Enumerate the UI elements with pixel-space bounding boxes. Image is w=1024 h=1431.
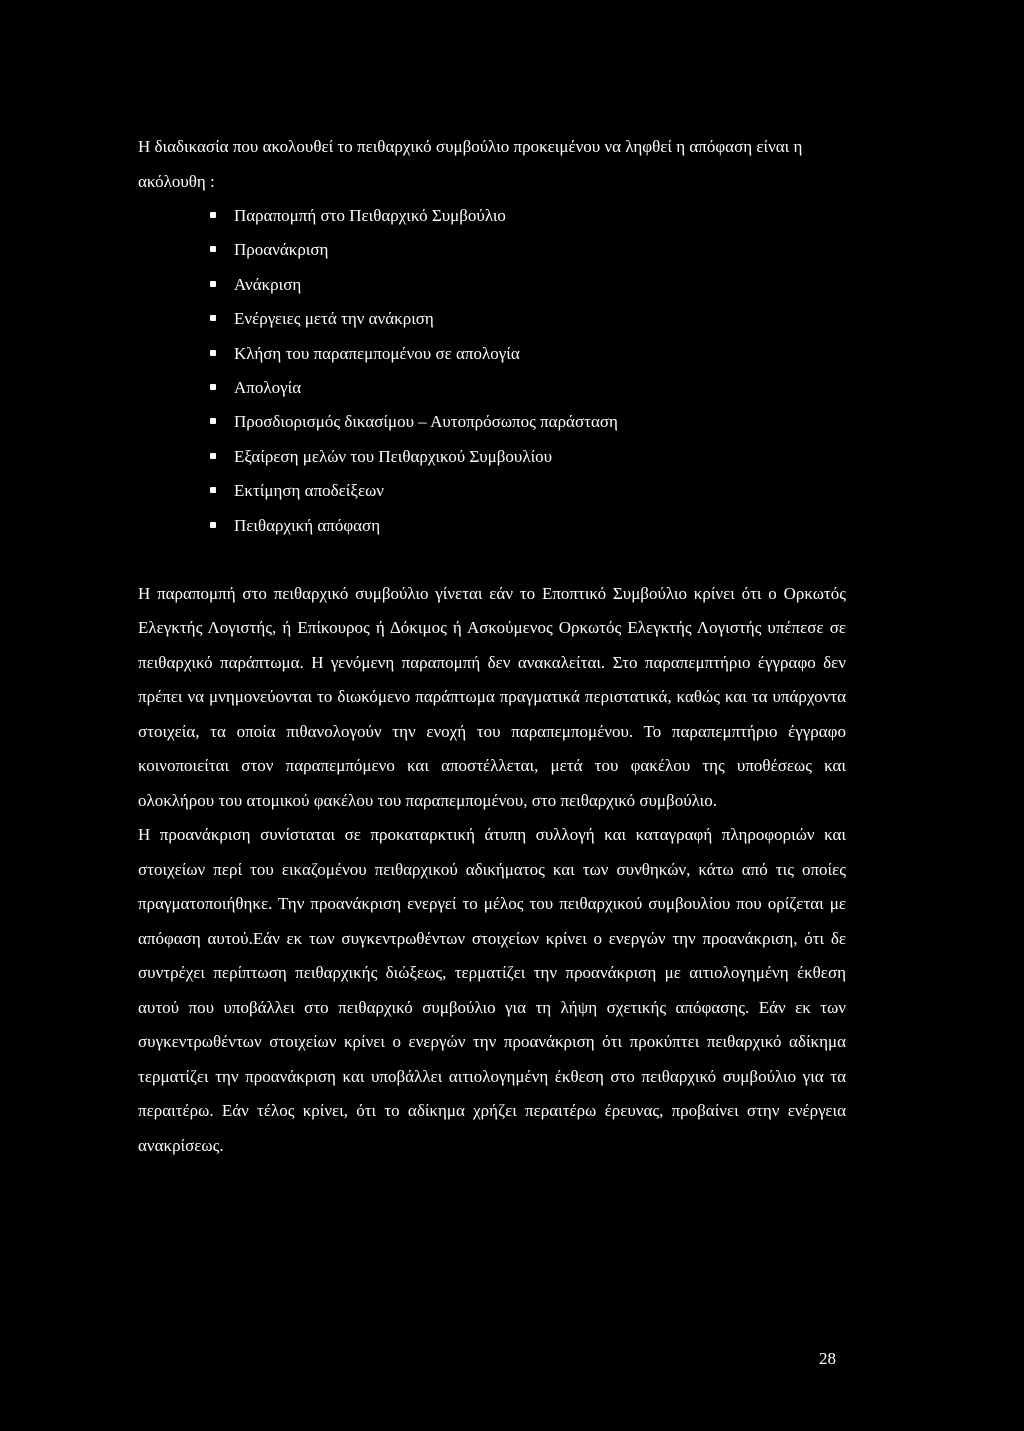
preliminary-investigation-paragraph: Η προανάκριση συνίσταται σε προκαταρκτική άτυπη συλλογή και καταγραφή πληροφοριών και στοιχείων περί του εικαζομένου πειθαρχικού αδικήματος και των συνθηκών, κάτω από τις οποίες πραγματοποιήθηκε. Την προανάκριση ενεργεί το μέλος του πειθαρχικού συμβουλίου που ορίζεται με απόφαση αυτού.Εάν εκ των συγκεντρωθέντων στοιχείων κρίνει ο ενεργών την προανάκριση, ότι δε συντρέχει περίπτωση πειθαρχικής διώξεως, τερματίζει την προανάκριση με αιτιολογημένη έκθεση αυτού που υποβάλλει στο πειθαρχικό συμβούλιο για τη λήψη σχετικής απόφασης. Εάν εκ των συγκεντρωθέντων στοιχείων κρίνει ο ενεργών την προανάκριση ότι προκύπτει πειθαρχικό αδίκημα τερματίζει την προανάκριση και υποβάλλει αιτιολογημένη έκθεση στο πειθαρχικό συμβούλιο για τα περαιτέρω. Εάν τέλος κρίνει, ότι το αδίκημα χρήζει περαιτέρω έρευνας, προβαίνει στην ενέργεια ανακρίσεως. — [138, 825, 846, 1155]
list-item: Προσδιορισμός δικασίμου – Αυτοπρόσωπος παράσταση — [138, 405, 846, 439]
bullet-icon — [210, 281, 216, 287]
list-item: Απολογία — [138, 371, 846, 405]
list-item: Κλήση του παραπεμπομένου σε απολογία — [138, 337, 846, 371]
bullet-icon — [210, 522, 216, 528]
page-body — [138, 130, 846, 1163]
list-item: Εξαίρεση μελών του Πειθαρχικού Συμβουλίου — [138, 440, 846, 474]
list-item: Πειθαρχική απόφαση — [138, 509, 846, 543]
bullet-icon — [210, 453, 216, 459]
list-item: Ενέργειες μετά την ανάκριση — [138, 302, 846, 336]
page-number: 28 — [819, 1349, 836, 1368]
bullet-icon — [210, 384, 216, 390]
list-item: Ανάκριση — [138, 268, 846, 302]
bullet-icon — [210, 487, 216, 493]
list-item: Εκτίμηση αποδείξεων — [138, 474, 846, 508]
bullet-icon — [210, 350, 216, 356]
intro-text: Η διαδικασία που ακολουθεί το πειθαρχικό συμβούλιο προκειμένου να ληφθεί η απόφαση είναι η ακόλουθη : — [138, 137, 803, 191]
referral-paragraph: Η παραπομπή στο πειθαρχικό συμβούλιο γίνεται εάν το Εποπτικό Συμβούλιο κρίνει ότι ο Ορκωτός Ελεγκτής Λογιστής, ή Επίκουρος ή Δόκιμος ή Ασκούμενος Ορκωτός Ελεγκτής Λογιστής υπέπεσε σε πειθαρχικό παράπτωμα. Η γενόμενη παραπομπή δεν ανακαλείται. Στο παραπεμπτήριο έγγραφο δεν πρέπει να μνημονεύονται το διωκόμενο παράπτωμα πραγματικά περιστατικά, καθώς και τα υπάρχοντα στοιχεία, τα οποία πιθανολογούν την ενοχή του παραπεμπομένου. Το παραπεμπτήριο έγγραφο κοινοποιείται στον παραπεμπόμενο και αποστέλλεται, μετά του φακέλου της υποθέσεως και ολοκλήρου του ατομικού φακέλου του παραπεμπομένου, στο πειθαρχικό συμβούλιο. — [138, 583, 846, 810]
bullet-icon — [210, 246, 216, 252]
list-item: Παραπομπή στο Πειθαρχικό Συμβούλιο — [138, 199, 846, 233]
procedure-steps-list — [138, 199, 846, 543]
bullet-icon — [210, 212, 216, 218]
list-item: Προανάκριση — [138, 233, 846, 267]
bullet-icon — [210, 418, 216, 424]
bullet-icon — [210, 315, 216, 321]
